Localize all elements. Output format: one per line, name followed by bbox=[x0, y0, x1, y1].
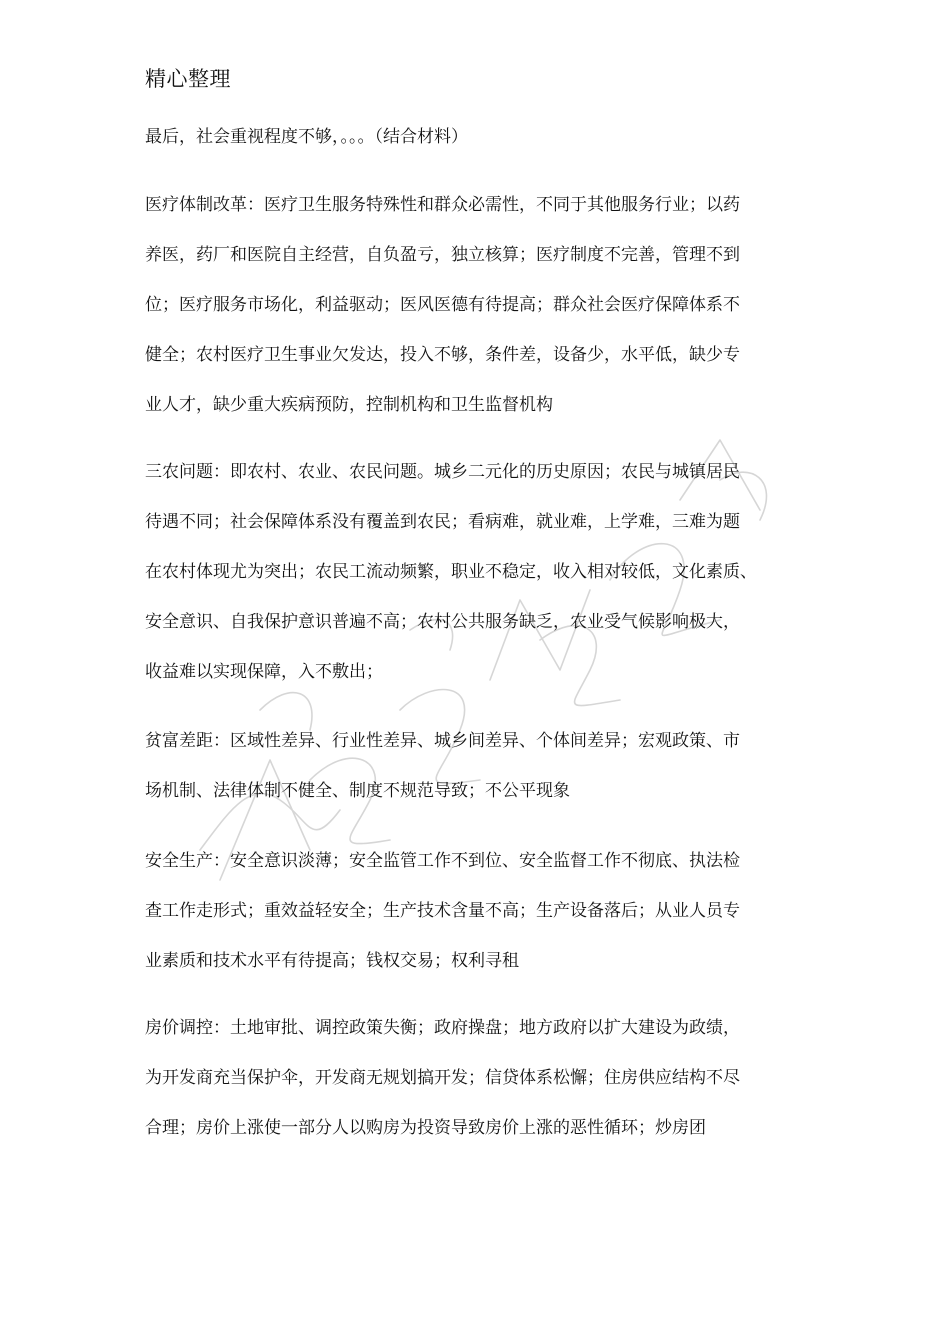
paragraph-line: 待遇不同；社会保障体系没有覆盖到农民；看病难，就业难，上学难，三难为题 bbox=[145, 512, 740, 532]
paragraph-line: 查工作走形式；重效益轻安全；生产技术含量不高；生产设备落后；从业人员专 bbox=[145, 901, 740, 921]
paragraph-line: 位；医疗服务市场化，利益驱动；医风医德有待提高；群众社会医疗保障体系不 bbox=[145, 295, 740, 315]
paragraph-line: 房价调控：土地审批、调控政策失衡；政府操盘；地方政府以扩大建设为政绩， bbox=[145, 1018, 740, 1038]
paragraph-line: 合理；房价上涨使一部分人以购房为投资导致房价上涨的恶性循环；炒房团 bbox=[145, 1118, 706, 1138]
paragraph-line: 业人才，缺少重大疾病预防，控制机构和卫生监督机构 bbox=[145, 395, 553, 415]
paragraph-line: 贫富差距：区域性差异、行业性差异、城乡间差异、个体间差异；宏观政策、市 bbox=[145, 731, 740, 751]
paragraph-line: 三农问题：即农村、农业、农民问题。城乡二元化的历史原因；农民与城镇居民 bbox=[145, 462, 740, 482]
paragraph-line: 安全意识、自我保护意识普遍不高；农村公共服务缺乏，农业受气候影响极大， bbox=[145, 612, 740, 632]
intro-paragraph: 最后，社会重视程度不够，。。。（结合材料） bbox=[145, 127, 468, 147]
paragraph-line: 业素质和技术水平有待提高；钱权交易；权利寻租 bbox=[145, 951, 519, 971]
paragraph-line: 收益难以实现保障，入不敷出； bbox=[145, 662, 383, 682]
paragraph-line: 在农村体现尤为突出；农民工流动频繁，职业不稳定，收入相对较低，文化素质、 bbox=[145, 562, 757, 582]
paragraph-line: 为开发商充当保护伞，开发商无规划搞开发；信贷体系松懈；住房供应结构不尽 bbox=[145, 1068, 740, 1088]
section-wealth-gap bbox=[145, 728, 810, 828]
paragraph-line: 医疗体制改革：医疗卫生服务特殊性和群众必需性，不同于其他服务行业；以药 bbox=[145, 195, 740, 215]
paragraph-line: 养医，药厂和医院自主经营，自负盈亏，独立核算；医疗制度不完善，管理不到 bbox=[145, 245, 740, 265]
section-housing-price-control bbox=[145, 1015, 810, 1165]
section-rural-issues bbox=[145, 459, 810, 709]
paragraph-line: 安全生产：安全意识淡薄；安全监管工作不到位、安全监督工作不彻底、执法检 bbox=[145, 851, 740, 871]
document-header: 精心整理 bbox=[145, 67, 231, 91]
section-work-safety bbox=[145, 848, 810, 998]
paragraph-line: 健全；农村医疗卫生事业欠发达，投入不够，条件差，设备少，水平低，缺少专 bbox=[145, 345, 740, 365]
section-medical-reform bbox=[145, 192, 810, 442]
paragraph-line: 场机制、法律体制不健全、制度不规范导致；不公平现象 bbox=[145, 781, 570, 801]
